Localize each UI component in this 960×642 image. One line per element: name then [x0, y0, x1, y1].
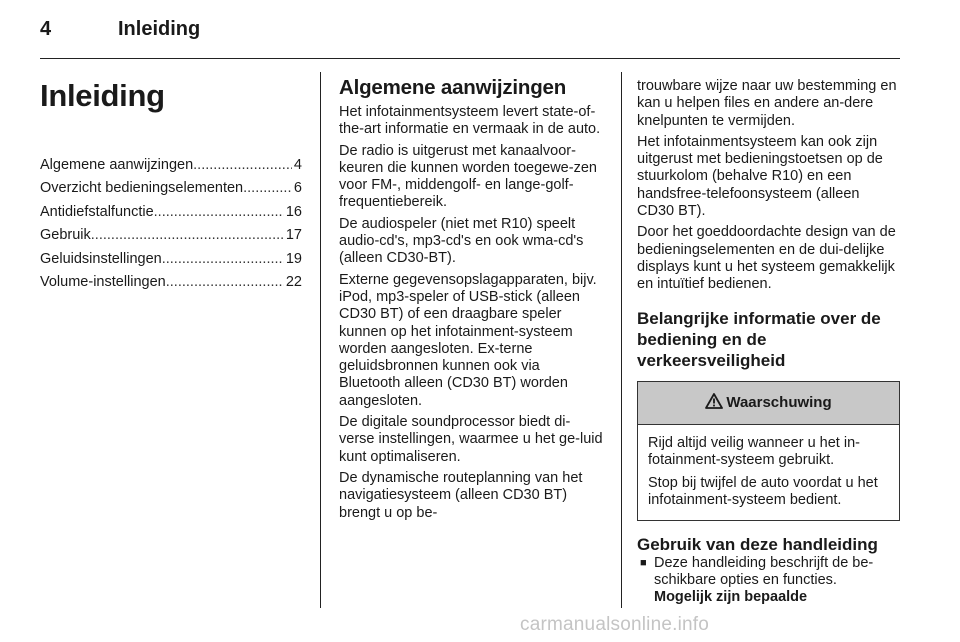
toc-page: 16	[285, 203, 302, 220]
toc-label: Overzicht bedieningselementen	[40, 180, 244, 197]
toc-entry[interactable]	[40, 154, 302, 177]
toc-page: 22	[285, 274, 302, 291]
warning-title: Waarschuwing	[726, 394, 832, 412]
toc-entry[interactable]	[40, 177, 302, 200]
bullet-item	[640, 555, 900, 589]
toc-label: Antidiefstalfunctie	[40, 203, 154, 220]
bold-continuation: Mogelijk zijn bepaalde	[654, 588, 808, 605]
toc-label: Geluidsinstellingen	[40, 250, 162, 267]
warning-box	[637, 381, 900, 521]
paragraph: trouwbare wijze naar uw bestemming en kan u helpen files en andere an-dere knelpunten te vermijden.	[637, 78, 897, 129]
toc-entry[interactable]	[40, 224, 302, 247]
toc-leader	[154, 201, 284, 224]
warning-body	[638, 425, 899, 520]
warning-triangle-icon	[705, 393, 723, 413]
toc-page: 17	[285, 227, 302, 244]
toc-page: 4	[293, 157, 302, 173]
warning-text: Rijd altijd veilig wanneer u het in-fotainment-systeem gebruikt.	[648, 434, 860, 468]
paragraph: Externe gegevensopslagapparaten, bijv. iPod, mp3-speler of USB-stick (alleen CD30 BT) of een draagbare speler kunnen op het infotainment-systeem worden aangesloten. Ex-terne geluidsbronnen kunnen ook via Bluetooth alleen (CD30 BT) worden aangesloten.	[339, 271, 597, 409]
toc-entry[interactable]	[40, 271, 302, 294]
paragraph: Het infotainmentsysteem levert state-of-the-art informatie en vermaak in de auto.	[339, 104, 601, 138]
watermark: carmanualsonline.info	[520, 614, 710, 635]
bullet-square-icon: ■	[640, 556, 647, 569]
paragraph: Door het goeddoordachte design van de bedieningselementen en de dui-delijke displays kunt u het systeem gemakkelijk en intuïtief bedienen.	[637, 224, 896, 293]
warning-text: Stop bij twijfel de auto voordat u het infotainment-systeem bedient.	[648, 475, 878, 509]
paragraph: De audiospeler (niet met R10) speelt audio-cd's, mp3-cd's en ook wma-cd's (alleen CD30-BT).	[339, 215, 584, 267]
subheading: Belangrijke informatie over de bediening en de verkeersveiligheid	[637, 308, 881, 370]
usage-heading: Gebruik van deze handleiding	[637, 534, 878, 554]
running-title: Inleiding	[118, 18, 201, 40]
main-text-column	[339, 72, 603, 522]
chapter-title: Inleiding	[40, 78, 165, 113]
header-rule	[40, 58, 900, 59]
column-divider-2	[621, 72, 622, 608]
toc-label: Volume-instellingen	[40, 274, 166, 291]
toc-entry[interactable]	[40, 248, 302, 271]
toc-leader	[193, 154, 292, 177]
paragraph: De digitale soundprocessor biedt di-verse instellingen, waarmee u het ge-luid kunt optimaliseren.	[339, 414, 603, 465]
bullet-text: Deze handleiding beschrijft de be-schikbare opties en functies.	[654, 554, 874, 588]
warning-header	[638, 382, 899, 425]
toc-leader	[91, 224, 284, 247]
toc-page: 6	[293, 180, 302, 197]
toc-entry[interactable]	[40, 201, 302, 224]
toc-page: 19	[285, 250, 302, 267]
right-text-column	[637, 72, 900, 606]
paragraph: De radio is uitgerust met kanaalvoor-keuren die kunnen worden toegewe-zen voor FM-, middengolf- en lange-golf-frequentiebereik.	[339, 142, 597, 211]
page-header	[40, 18, 900, 46]
toc-column	[40, 72, 302, 294]
column-divider-1	[320, 72, 321, 608]
table-of-contents	[40, 154, 302, 294]
toc-leader	[162, 248, 284, 271]
toc-label: Algemene aanwijzingen	[40, 157, 194, 173]
toc-leader	[166, 271, 284, 294]
page-number: 4	[40, 18, 52, 40]
paragraph: De dynamische routeplanning van het navigatiesysteem (alleen CD30 BT) brengt u op be-	[339, 469, 583, 521]
toc-leader	[243, 177, 292, 200]
toc-label: Gebruik	[40, 227, 91, 244]
section-heading: Algemene aanwijzingen	[339, 76, 567, 99]
paragraph: Het infotainmentsysteem kan ook zijn uitgerust met bedieningstoetsen op de stuurkolom (behalve R10) en een handsfree-telefoonsysteem (alleen CD30 BT).	[637, 133, 883, 220]
